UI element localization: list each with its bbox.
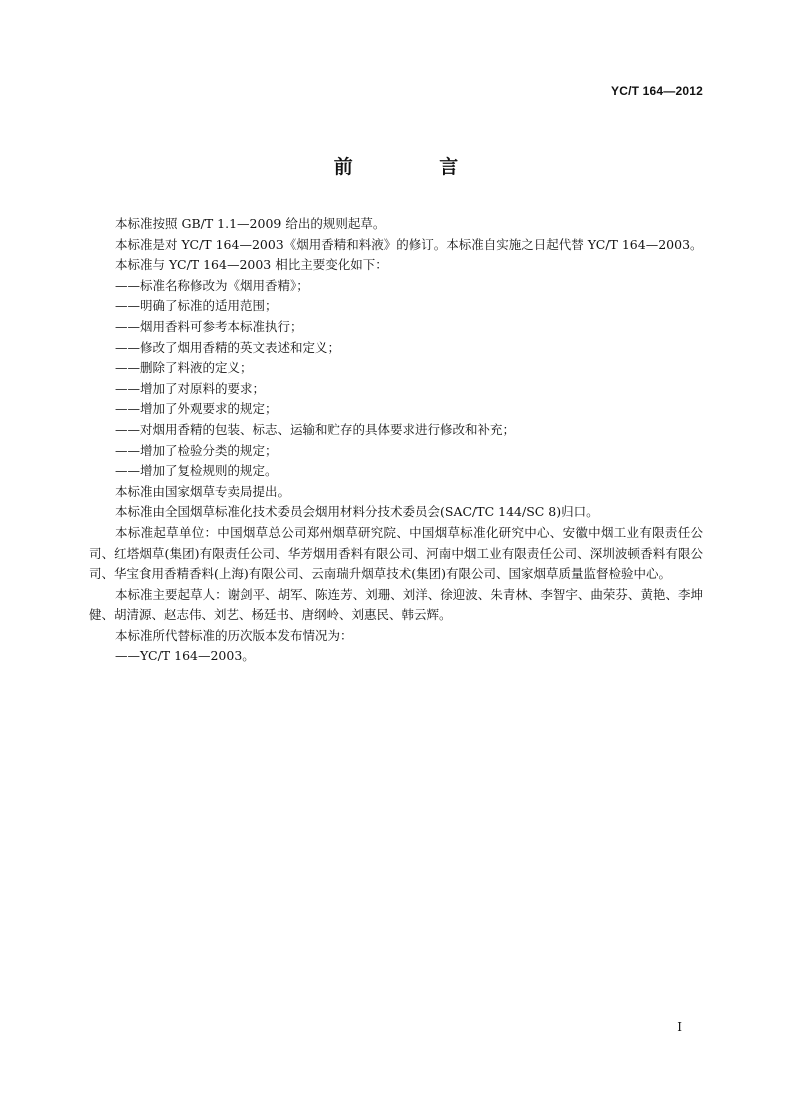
change-item: ——对烟用香精的包装、标志、运输和贮存的具体要求进行修改和补充； — [115, 421, 516, 437]
change-item: ——增加了检验分类的规定； — [115, 442, 278, 458]
history-item: ——YC/T 164—2003。 — [115, 648, 255, 664]
paragraph-revision: 本标准是对 YC/T 164—2003《烟用香精和料液》的修订。本标准自实施之日起代替 YC/T 164—2003。 — [115, 236, 703, 252]
change-item: ——删除了料液的定义； — [115, 360, 253, 376]
paragraph-under-jurisdiction: 本标准由全国烟草标准化技术委员会烟用材料分技术委员会(SAC/TC 144/SC 8)归口。 — [115, 504, 599, 520]
change-item: ——增加了对原料的要求； — [115, 380, 266, 396]
paragraph-drafting-units: 本标准起草单位：中国烟草总公司郑州烟草研究院、中国烟草标准化研究中心、安徽中烟工业有限责任公司、红塔烟草(集团)有限责任公司、华芳烟用香料有限公司、河南中烟工业有限责任公司、深圳波顿香料有限公司、华宝食用香精香料(上海)有限公司、云南瑞升烟草技术(集团)有限公司、国家烟草质量监督检验中心。 — [89, 524, 703, 582]
change-item: ——增加了复检规则的规定。 — [115, 463, 278, 479]
foreword-body — [89, 214, 703, 667]
change-item: ——增加了外观要求的规定； — [115, 401, 278, 417]
paragraph-drafting-rules: 本标准按照 GB/T 1.1—2009 给出的规则起草。 — [115, 216, 386, 231]
paragraph-history-intro: 本标准所代替标准的历次版本发布情况为： — [115, 627, 353, 643]
paragraph-proposed-by: 本标准由国家烟草专卖局提出。 — [115, 483, 291, 499]
paragraph-changes-intro: 本标准与 YC/T 164—2003 相比主要变化如下： — [115, 257, 388, 273]
page-number: I — [677, 1020, 682, 1034]
standard-code: YC/T 164—2012 — [611, 84, 703, 98]
change-item: ——明确了标准的适用范围； — [115, 298, 278, 314]
paragraph-drafters: 本标准主要起草人：谢剑平、胡军、陈连芳、刘珊、刘洋、徐迎波、朱青林、李智宇、曲荣芬、黄艳、李坤健、胡清源、赵志伟、刘艺、杨廷书、唐纲岭、刘惠民、韩云辉。 — [89, 586, 703, 623]
change-item: ——烟用香料可参考本标准执行； — [115, 318, 303, 334]
change-item: ——修改了烟用香精的英文表述和定义； — [115, 339, 341, 355]
page-title: 前 言 — [333, 156, 499, 178]
change-item: ——标准名称修改为《烟用香精》； — [115, 277, 309, 293]
